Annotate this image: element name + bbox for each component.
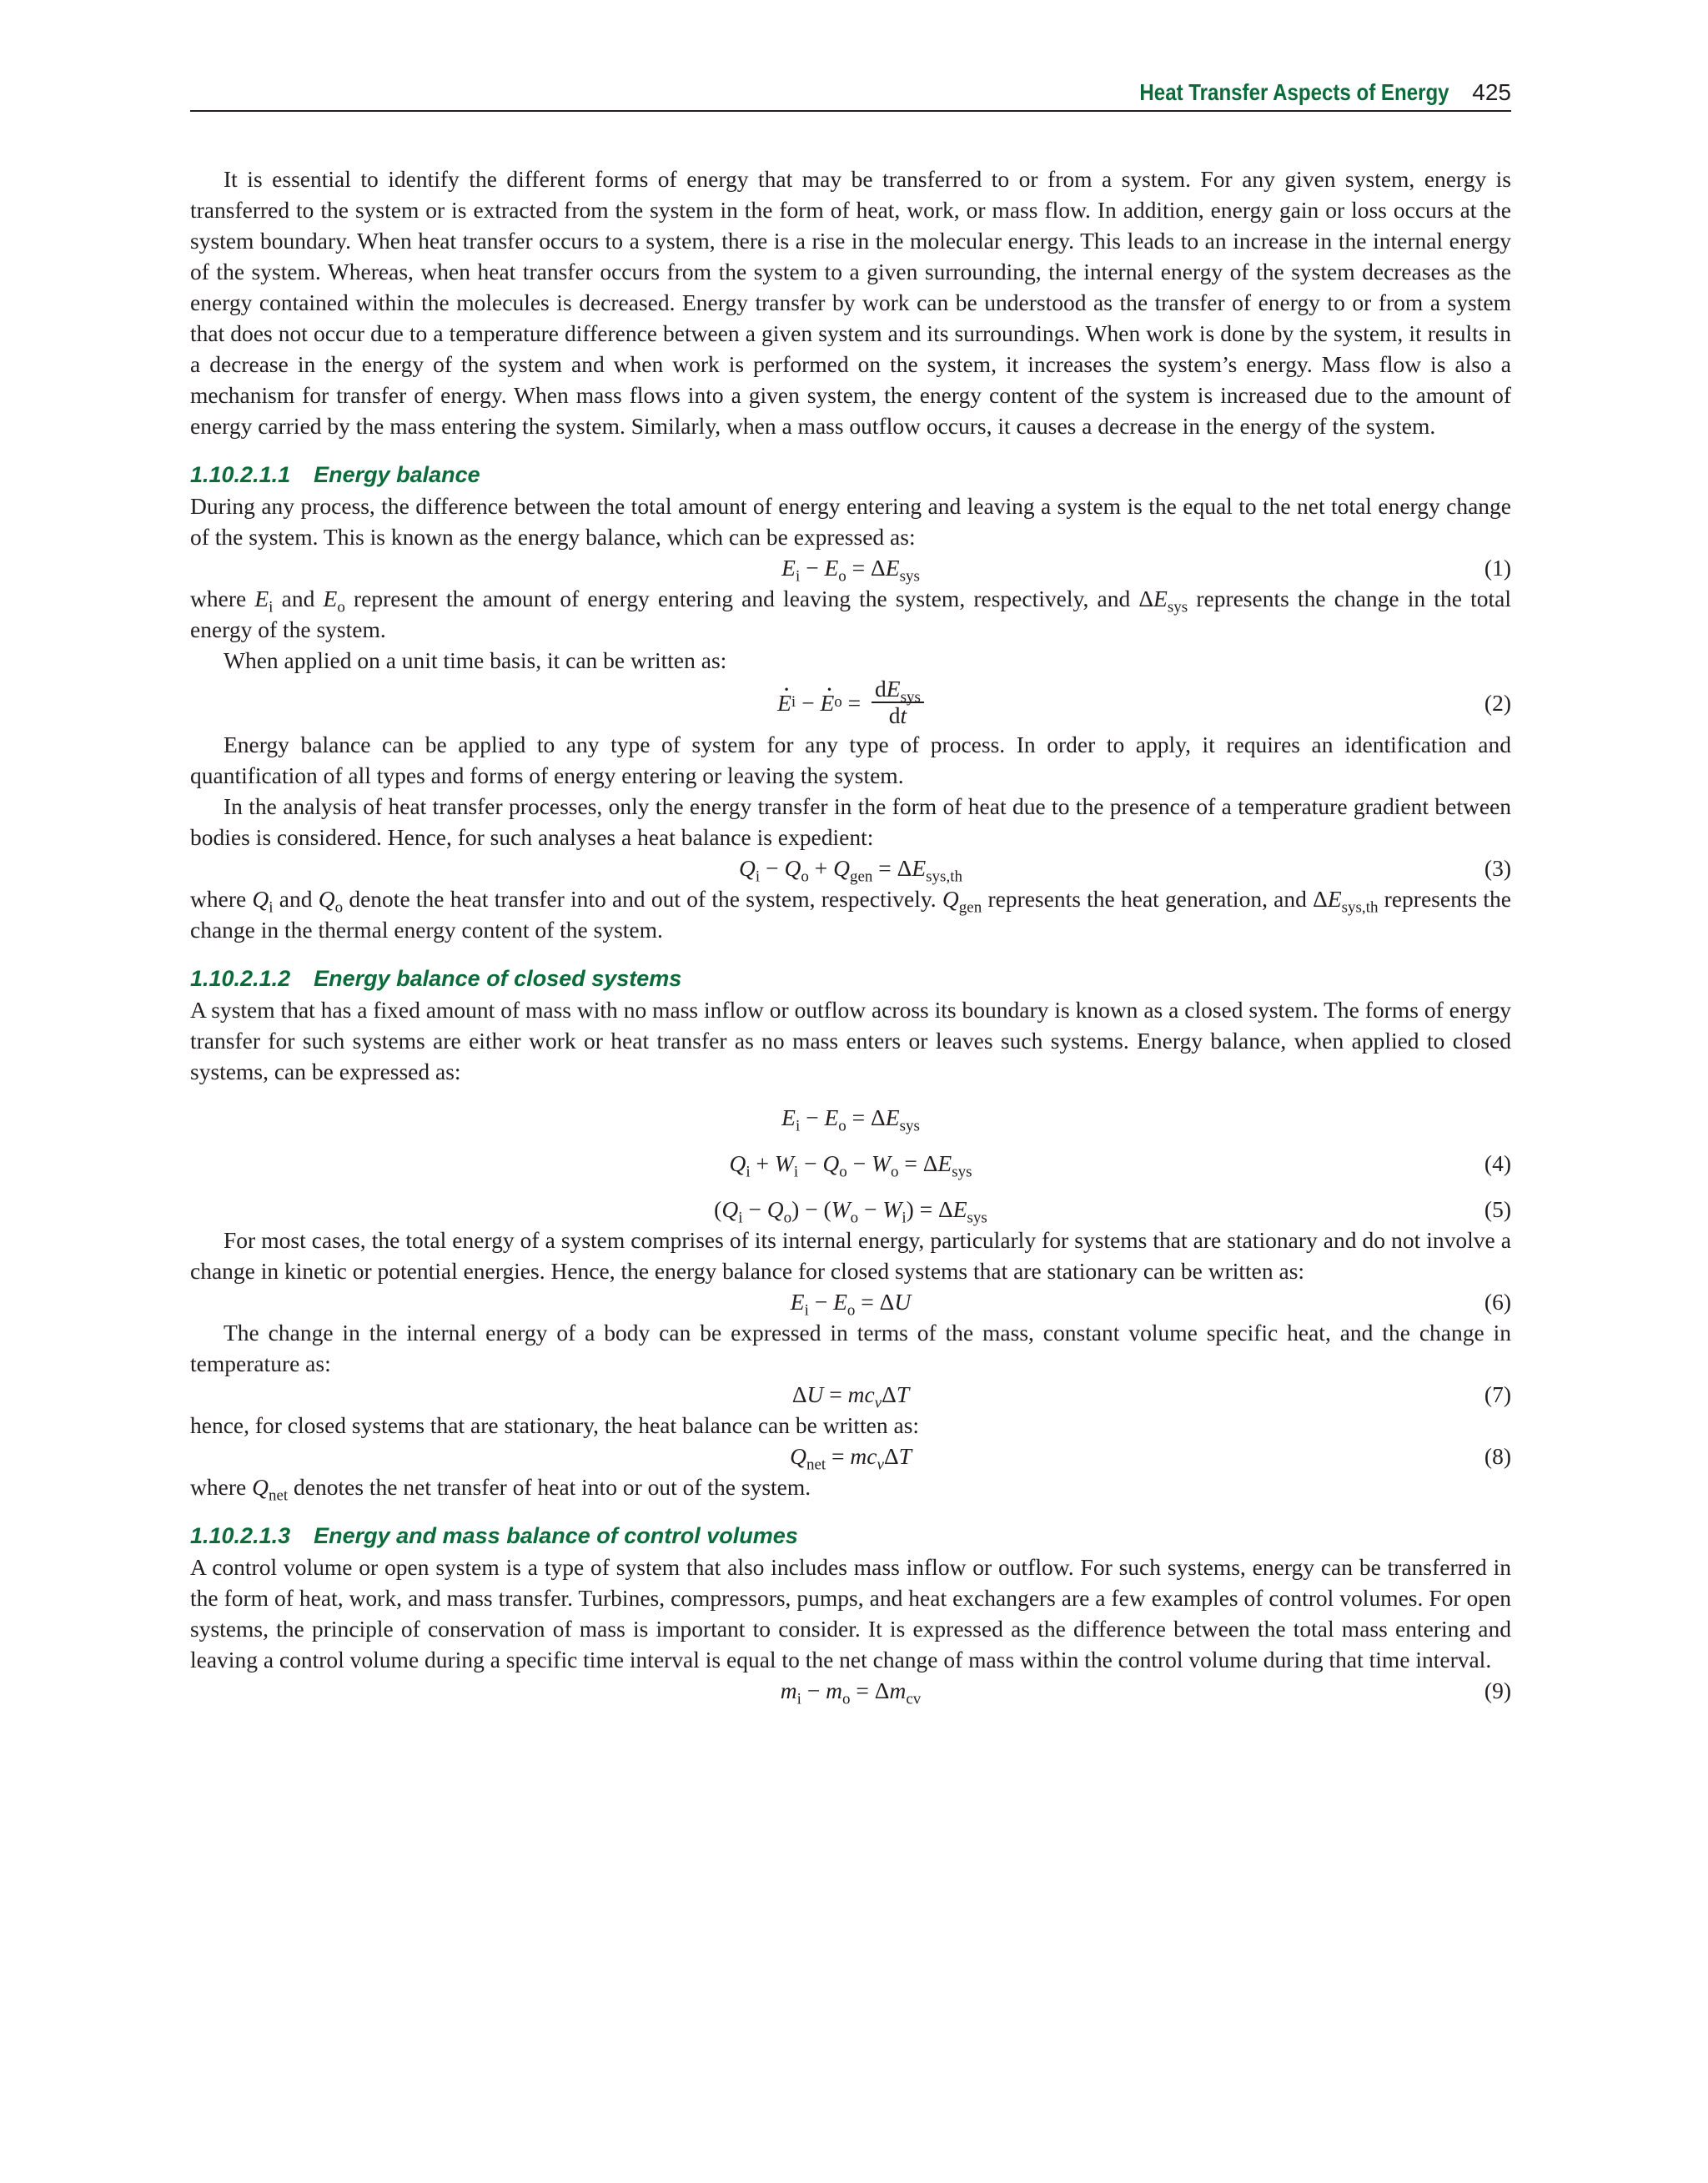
section-number: 1.10.2.1.3 [190, 1523, 291, 1548]
equation-unnumbered [190, 1102, 1511, 1133]
paragraph-heat-balance-closed: hence, for closed systems that are stationary, the heat balance can be written as: [190, 1412, 920, 1438]
equation-number: (8) [1484, 1443, 1511, 1469]
equation-number: (4) [1484, 1150, 1511, 1176]
equation-3 [190, 853, 1511, 886]
section-title: Energy balance of closed systems [314, 966, 682, 991]
equation-number: (7) [1484, 1381, 1511, 1407]
paragraph-unit-time: When applied on a unit time basis, it can be written as: [224, 647, 727, 673]
section-heading-closed-systems [190, 963, 1511, 994]
page-number: 425 [1472, 79, 1511, 105]
section-number: 1.10.2.1.2 [190, 966, 291, 991]
page-body [190, 163, 1511, 1706]
equation-expression: $E_i - E_o = \Delta U$ [790, 1289, 912, 1320]
paragraph-eq3-explanation: where $Q_i$ and $Q_o$ denote the heat transfer into and out of the system, respectively. $Q_{gen}$ represents the heat generation, and $\Delta E_{sys,th}$ represents the change in the thermal energy content of the system. [190, 886, 1511, 943]
section-title: Energy balance [314, 462, 480, 487]
equation-8 [190, 1441, 1511, 1474]
equation-2 [190, 676, 1511, 729]
equation-number: (1) [1484, 555, 1511, 581]
paragraph-energy-forms: It is essential to identify the different forms of energy that may be transferred to or from a system. For any given system, energy is transferred to the system or is extracted from the system in the form of heat, work, or mass flow. In addition, energy gain or loss occurs at the system boundary. When heat transfer occurs to a system, there is a rise in the molecular energy. This leads to an increase in the internal energy of the system. Whereas, when heat transfer occurs from the system to a given surrounding, the internal energy of the system decreases as the energy contained within the molecules is decreased. Energy transfer by work can be understood as the transfer of energy to or from a system that does not occur due to a temperature difference between a given system and its surroundings. When work is done by the system, it results in a decrease in the energy of the system and when work is performed on the system, it increases the system’s energy. Mass flow is also a mechanism for transfer of energy. When mass flows into a given system, the energy content of the system is increased due to the amount of energy carried by the mass entering the system. Similarly, when a mass outflow occurs, it causes a decrease in the energy of the system. [190, 166, 1511, 439]
equation-7 [190, 1379, 1511, 1410]
section-heading-control-volumes [190, 1521, 1511, 1552]
section-title: Energy and mass balance of control volumes [314, 1523, 798, 1548]
document-page [190, 0, 1511, 2183]
equation-expression: $m_i - m_o = \Delta m_{cv}$ [780, 1677, 922, 1708]
running-head: Heat Transfer Aspects of Energy [1139, 79, 1449, 105]
equation-6 [190, 1286, 1511, 1320]
equation-expression: $\Delta U = mc_v\Delta T$ [791, 1381, 910, 1412]
section-number: 1.10.2.1.1 [190, 462, 291, 487]
equation-1 [190, 552, 1511, 586]
equation-expression: $Q_{net} = mc_v\Delta T$ [790, 1443, 912, 1474]
equation-expression: $Q_i + W_i - Q_o - W_o = \Delta E_{sys}$ [729, 1150, 972, 1181]
paragraph-qnet-explanation: where $Q_{net}$ denotes the net transfer of heat into or out of the system. [190, 1474, 811, 1505]
equation-expression: $Q_i - Q_o + Q_{gen} = \Delta E_{sys,th}$ [739, 855, 962, 886]
equation-5 [190, 1194, 1511, 1225]
equation-9 [190, 1675, 1511, 1706]
paragraph-heat-balance: In the analysis of heat transfer processes, only the energy transfer in the form of heat due to the presence of a temperature gradient between bodies is considered. Hence, for such analyses a heat balance is expedient: [190, 793, 1511, 850]
paragraph-energy-balance-intro: During any process, the difference between the total amount of energy entering and leaving a system is the equal to the net total energy change of the system. This is known as the energy balance, which can be expressed as: [190, 493, 1511, 550]
equation-number: (5) [1484, 1196, 1511, 1222]
equation-expression: $E_i - E_o = \Delta E_{sys}$ [781, 1104, 920, 1135]
paragraph-energy-balance-application: Energy balance can be applied to any type of system for any type of process. In order to apply, it requires an identification and quantification of all types and forms of energy entering or leaving the system. [190, 732, 1511, 788]
paragraph-control-volume-intro: A control volume or open system is a type of system that also includes mass inflow or outflow. For such systems, energy can be transferred in the form of heat, work, and mass transfer. Turbines, compressors, pumps, and heat exchangers are a few examples of control volumes. For open systems, the principle of conservation of mass is important to consider. It is expressed as the difference between the total mass entering and leaving a control volume during a specific time interval is equal to the net change of mass within the control volume during that time interval. [190, 1554, 1511, 1672]
equation-expression: $(Q_i - Q_o) - (W_o - W_i) = \Delta E_{sys}$ [714, 1196, 987, 1227]
paragraph-stationary-systems: For most cases, the total energy of a system comprises of its internal energy, particularly for systems that are stationary and do not involve a change in kinetic or potential energies. Hence, the energy balance for closed systems that are stationary can be written as: [190, 1227, 1511, 1284]
paragraph-closed-system-intro: A system that has a fixed amount of mass with no mass inflow or outflow across its boundary is known as a closed system. The forms of energy transfer for such systems are either work or heat transfer as no mass enters or leaves such systems. Energy balance, when applied to closed systems, can be expressed as: [190, 997, 1511, 1084]
equation-4 [190, 1148, 1511, 1179]
paragraph-internal-energy: The change in the internal energy of a body can be expressed in terms of the mass, constant volume specific heat, and the change in temperature as: [190, 1320, 1511, 1376]
equation-number: (6) [1484, 1289, 1511, 1315]
equation-number: (9) [1484, 1677, 1511, 1703]
section-heading-energy-balance [190, 460, 1511, 490]
paragraph-eq1-explanation: where $E_i$ and $E_o$ represent the amount of energy entering and leaving the system, respectively, and $\Delta E_{sys}$ represents the change in the total energy of the system. [190, 586, 1511, 642]
page-header [190, 77, 1511, 112]
equation-expression: $E_i - E_o = \Delta E_{sys}$ [781, 555, 920, 586]
equation-number: (3) [1484, 855, 1511, 881]
equation-number: (2) [1484, 690, 1511, 716]
equation-expression: · E i − · E o = $\frac{dE_{sys}}{dt}$ [777, 676, 924, 729]
